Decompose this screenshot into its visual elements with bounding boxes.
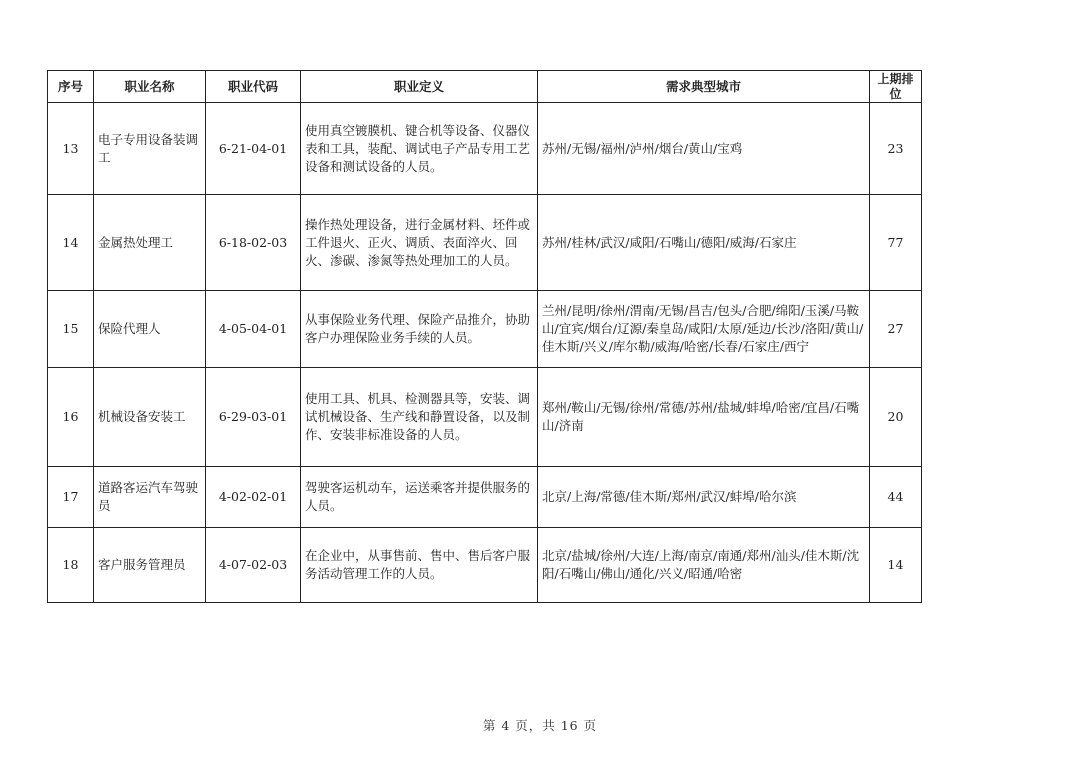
cell-code: 4-07-02-03 [206,528,301,603]
cell-definition: 使用真空镀膜机、键合机等设备、仪器仪表和工具，装配、调试电子产品专用工艺设备和测试设备的人员。 [301,103,538,195]
cell-name: 金属热处理工 [94,195,206,291]
cell-name: 保险代理人 [94,291,206,368]
cell-code: 4-05-04-01 [206,291,301,368]
cell-name: 道路客运汽车驾驶员 [94,467,206,528]
table-header-row [48,71,922,103]
cell-cities: 北京/上海/常德/佳木斯/郑州/武汉/蚌埠/哈尔滨 [538,467,870,528]
cell-prev-rank: 20 [870,368,922,467]
cell-seq: 13 [48,103,94,195]
table-row [48,291,922,368]
cell-definition: 驾驶客运机动车，运送乘客并提供服务的人员。 [301,467,538,528]
cell-definition: 操作热处理设备，进行金属材料、坯件或工件退火、正火、调质、表面淬火、回火、渗碳、渗氮等热处理加工的人员。 [301,195,538,291]
table-row [48,368,922,467]
table-row [48,195,922,291]
cell-definition: 从事保险业务代理、保险产品推介，协助客户办理保险业务手续的人员。 [301,291,538,368]
cell-definition: 使用工具、机具、检测器具等，安装、调试机械设备、生产线和静置设备，以及制作、安装非标准设备的人员。 [301,368,538,467]
table-row [48,528,922,603]
cell-code: 6-21-04-01 [206,103,301,195]
cell-cities: 苏州/桂林/武汉/咸阳/石嘴山/德阳/威海/石家庄 [538,195,870,291]
cell-seq: 15 [48,291,94,368]
page-number: 第 4 页，共 16 页 [482,718,598,733]
cell-cities: 兰州/昆明/徐州/渭南/无锡/昌吉/包头/合肥/绵阳/玉溪/马鞍山/宜宾/烟台/辽源/秦皇岛/咸阳/太原/延边/长沙/洛阳/黄山/佳木斯/兴义/库尔勒/威海/哈密/长春/石家庄/西宁 [538,291,870,368]
cell-name: 机械设备安装工 [94,368,206,467]
header-prev-rank: 上期排位 [870,71,922,103]
cell-cities: 郑州/鞍山/无锡/徐州/常德/苏州/盐城/蚌埠/哈密/宜昌/石嘴山/济南 [538,368,870,467]
cell-definition: 在企业中，从事售前、售中、售后客户服务活动管理工作的人员。 [301,528,538,603]
cell-prev-rank: 14 [870,528,922,603]
header-cities: 需求典型城市 [538,71,870,103]
table-row [48,103,922,195]
cell-prev-rank: 23 [870,103,922,195]
header-name: 职业名称 [94,71,206,103]
header-definition: 职业定义 [301,71,538,103]
cell-code: 4-02-02-01 [206,467,301,528]
cell-name: 客户服务管理员 [94,528,206,603]
header-code: 职业代码 [206,71,301,103]
cell-seq: 18 [48,528,94,603]
cell-prev-rank: 77 [870,195,922,291]
cell-name: 电子专用设备装调工 [94,103,206,195]
cell-seq: 14 [48,195,94,291]
occupation-table [47,70,922,603]
cell-prev-rank: 44 [870,467,922,528]
cell-prev-rank: 27 [870,291,922,368]
cell-seq: 16 [48,368,94,467]
cell-seq: 17 [48,467,94,528]
header-seq: 序号 [48,71,94,103]
cell-code: 6-18-02-03 [206,195,301,291]
cell-cities: 苏州/无锡/福州/泸州/烟台/黄山/宝鸡 [538,103,870,195]
cell-code: 6-29-03-01 [206,368,301,467]
cell-cities: 北京/盐城/徐州/大连/上海/南京/南通/郑州/汕头/佳木斯/沈阳/石嘴山/佛山/通化/兴义/昭通/哈密 [538,528,870,603]
table-row [48,467,922,528]
